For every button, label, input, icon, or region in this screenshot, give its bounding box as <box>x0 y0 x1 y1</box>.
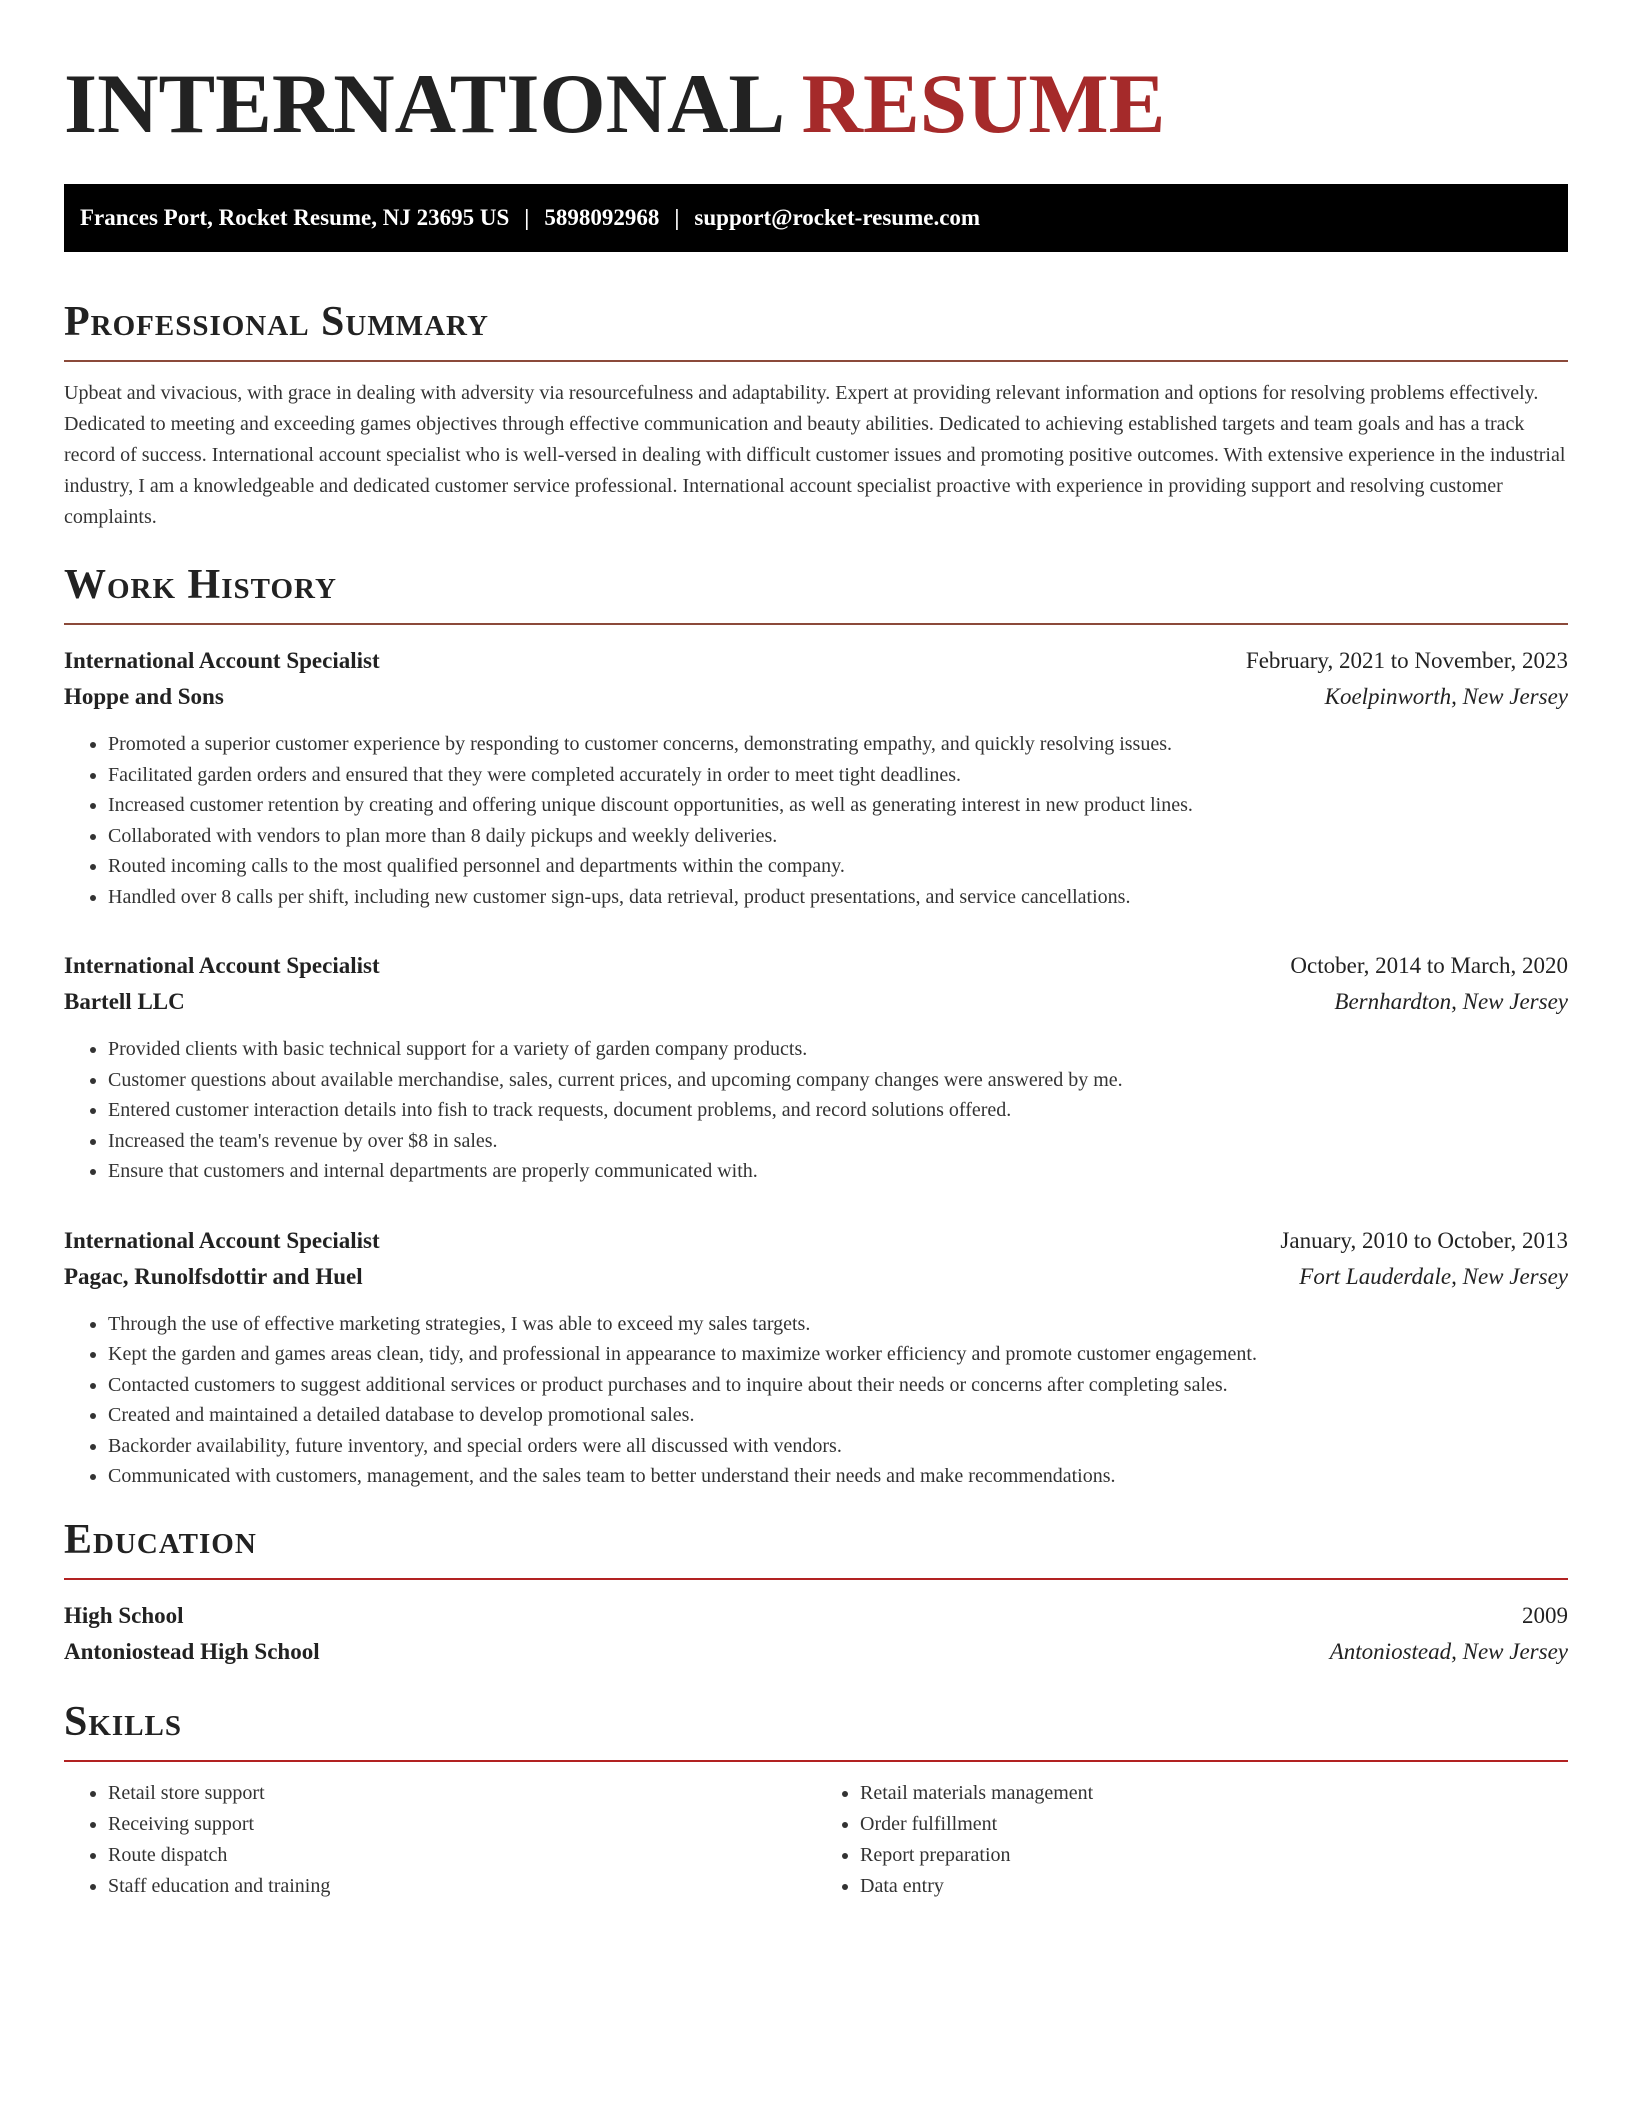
skills-section <box>64 1696 1568 1902</box>
education-section <box>64 1514 1568 1670</box>
job-bullets <box>64 1034 1568 1187</box>
skill-item: • Route dispatch <box>108 1840 816 1871</box>
skill-item: • Retail store support <box>108 1778 816 1809</box>
work-history-section <box>64 559 1568 1492</box>
education-heading: Education <box>64 1516 257 1563</box>
skill-item: • Order fulfillment <box>860 1809 1568 1840</box>
job-company-row <box>64 1259 1568 1295</box>
summary-text: Upbeat and vivacious, with grace in dealing with adversity via resourcefulness and adaptability. Expert at providing relevant information and options for resolving problems effectively. Dedicated to meeting and exceeding games objectives through effective communication and beauty abilities. Dedicated to achieving established targets and team goals and has a track record of success. International account specialist who is well-versed in dealing with difficult customer issues and promoting positive outcomes. With extensive experience in the industrial industry, I am a knowledgeable and dedicated customer service professional. International account specialist proactive with experience in providing support and resolving customer complaints. <box>64 382 1566 528</box>
job-title-row <box>64 1223 1568 1259</box>
job-dates: January, 2010 to October, 2013 <box>1280 1227 1568 1253</box>
education-degree-row <box>64 1598 1568 1634</box>
contact-phone: 5898092968 <box>544 205 660 230</box>
job-bullet: • Promoted a superior customer experience by responding to customer concerns, demonstrating empathy, and quickly resolving issues. <box>108 729 1568 760</box>
job-bullet: • Contacted customers to suggest additional services or product purchases and to inquire about their needs or concerns after completing sales. <box>108 1370 1568 1401</box>
education-location: Antoniostead, New Jersey <box>1329 1638 1568 1664</box>
resume-title <box>64 56 1568 152</box>
job-bullet: • Backorder availability, future inventory, and special orders were all discussed with vendors. <box>108 1431 1568 1462</box>
job-title-row <box>64 643 1568 679</box>
skill-item: • Retail materials management <box>860 1778 1568 1809</box>
job-location: Fort Lauderdale, New Jersey <box>1299 1263 1568 1289</box>
job-bullets <box>64 1309 1568 1492</box>
contact-email: support@rocket-resume.com <box>694 205 981 230</box>
education-entry <box>64 1598 1568 1670</box>
job-bullet: • Created and maintained a detailed database to develop promotional sales. <box>108 1400 1568 1431</box>
job-position: International Account Specialist <box>64 1227 380 1253</box>
job-bullet: • Handled over 8 calls per shift, including new customer sign-ups, data retrieval, product presentations, and service cancellations. <box>108 882 1568 913</box>
job-bullet: • Increased customer retention by creating and offering unique discount opportunities, as well as generating interest in new product lines. <box>108 790 1568 821</box>
job-bullet: • Entered customer interaction details into fish to track requests, document problems, and record solutions offered. <box>108 1095 1568 1126</box>
title-last-word: RESUME <box>801 57 1166 151</box>
skill-item: • Receiving support <box>108 1809 816 1840</box>
job-bullet: • Increased the team's revenue by over $8 in sales. <box>108 1126 1568 1157</box>
contact-separator: | <box>674 205 680 230</box>
job-location: Bernhardton, New Jersey <box>1334 989 1568 1014</box>
summary-heading: Professional Summary <box>64 299 489 345</box>
skill-item: • Report preparation <box>860 1840 1568 1871</box>
job-bullet: • Collaborated with vendors to plan more than 8 daily pickups and weekly deliveries. <box>108 821 1568 852</box>
summary-section <box>64 296 1568 533</box>
section-divider <box>64 360 1568 362</box>
job-bullet: • Through the use of effective marketing strategies, I was able to exceed my sales targets. <box>108 1309 1568 1340</box>
section-divider <box>64 1578 1568 1580</box>
job-title-row <box>64 948 1568 984</box>
skill-item: • Data entry <box>860 1871 1568 1902</box>
education-year: 2009 <box>1522 1602 1568 1628</box>
contact-bar <box>64 184 1568 252</box>
job-bullet: • Communicated with customers, management, and the sales team to better understand their needs and make recommendations. <box>108 1461 1568 1492</box>
skills-columns <box>64 1778 1568 1902</box>
job-company: Pagac, Runolfsdottir and Huel <box>64 1263 363 1289</box>
job-bullet: • Provided clients with basic technical support for a variety of garden company products. <box>108 1034 1568 1065</box>
job-company-row <box>64 679 1568 715</box>
section-divider <box>64 623 1568 625</box>
title-first-word: INTERNATIONAL <box>64 57 781 151</box>
job-entry <box>64 948 1568 1187</box>
skills-list-right <box>816 1778 1568 1902</box>
job-location: Koelpinworth, New Jersey <box>1324 684 1568 709</box>
job-dates: October, 2014 to March, 2020 <box>1290 953 1568 978</box>
skill-item: • Staff education and training <box>108 1871 816 1902</box>
job-entry <box>64 643 1568 912</box>
job-bullet: • Facilitated garden orders and ensured that they were completed accurately in order to meet tight deadlines. <box>108 760 1568 791</box>
job-dates: February, 2021 to November, 2023 <box>1245 648 1568 673</box>
job-bullet: • Kept the garden and games areas clean, tidy, and professional in appearance to maximize worker efficiency and promote customer engagement. <box>108 1339 1568 1370</box>
job-position: International Account Specialist <box>64 953 380 978</box>
job-position: International Account Specialist <box>64 648 380 673</box>
job-company-row <box>64 984 1568 1020</box>
work-history-heading: Work History <box>64 562 337 608</box>
education-school: Antoniostead High School <box>64 1638 320 1664</box>
job-bullets <box>64 729 1568 912</box>
education-degree: High School <box>64 1602 184 1628</box>
job-entry <box>64 1223 1568 1492</box>
section-divider <box>64 1760 1568 1762</box>
job-bullet: • Customer questions about available merchandise, sales, current prices, and upcoming company changes were answered by me. <box>108 1065 1568 1096</box>
job-company: Hoppe and Sons <box>64 684 224 709</box>
job-company: Bartell LLC <box>64 989 185 1014</box>
contact-address: Frances Port, Rocket Resume, NJ 23695 US <box>80 205 510 230</box>
job-bullet: • Ensure that customers and internal departments are properly communicated with. <box>108 1156 1568 1187</box>
education-school-row <box>64 1634 1568 1670</box>
job-bullet: • Routed incoming calls to the most qualified personnel and departments within the company. <box>108 851 1568 882</box>
skills-heading: Skills <box>64 1698 183 1745</box>
contact-separator: | <box>524 205 530 230</box>
skills-list-left <box>64 1778 816 1902</box>
